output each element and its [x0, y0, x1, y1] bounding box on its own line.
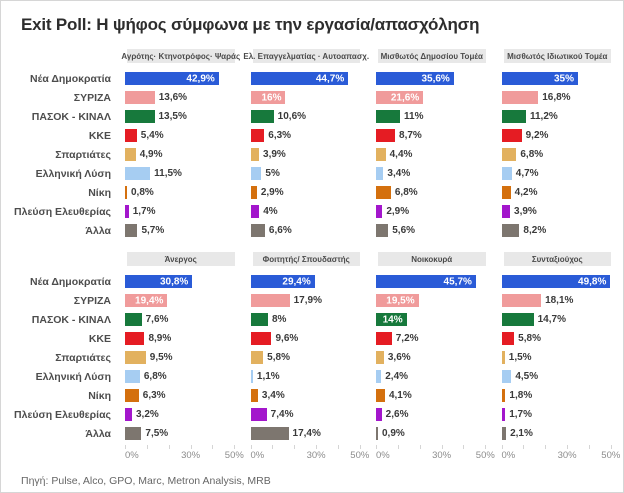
bar — [125, 224, 137, 237]
bar — [251, 148, 260, 161]
value-label: 9,5% — [149, 352, 173, 363]
axis-tick-label: 30% — [306, 450, 326, 461]
bar-row — [125, 291, 237, 310]
bar-row — [376, 126, 488, 145]
axis-tick-label: 50% — [475, 450, 495, 461]
bar-row — [251, 107, 363, 126]
panel-3 — [376, 49, 488, 240]
bar — [251, 186, 257, 199]
panel-title: Αγρότης· Κτηνοτρόφος· Ψαράς — [127, 49, 235, 63]
value-label: 2,9% — [386, 206, 410, 217]
value-label: 29,4% — [282, 276, 311, 287]
value-label: 35% — [554, 73, 575, 84]
bar — [251, 129, 265, 142]
bar-row — [376, 107, 488, 126]
bar-row — [502, 386, 614, 405]
bar — [376, 186, 391, 199]
bar — [376, 332, 392, 345]
axis-tick — [147, 445, 148, 449]
bar-row — [125, 69, 237, 88]
chart-row-bottom — [11, 252, 621, 465]
value-label: 13,5% — [158, 111, 187, 122]
bar-row — [376, 164, 488, 183]
bar-row — [376, 424, 488, 443]
bar-row — [251, 183, 363, 202]
chart-row-top — [11, 49, 613, 240]
value-label: 2,6% — [385, 409, 409, 420]
value-label: 4,2% — [514, 187, 538, 198]
bar-row — [376, 202, 488, 221]
page-title: Exit Poll: Η ψήφος σύμφωνα με την εργασία/απασχόληση — [21, 15, 480, 34]
bar-row — [125, 310, 237, 329]
axis-tick — [338, 445, 339, 449]
bar-row — [376, 367, 488, 386]
party-labels-column — [11, 49, 111, 240]
party-label: ΠΑΣΟΚ - ΚΙΝΑΛ — [31, 110, 111, 123]
panel-title: Άνεργος — [127, 252, 235, 266]
value-label: 18,1% — [545, 295, 574, 306]
bar — [376, 370, 381, 383]
bar-row — [502, 202, 614, 221]
bar — [251, 370, 253, 383]
bar-row — [376, 386, 488, 405]
party-label: ΚΚΕ — [88, 332, 111, 345]
bar — [502, 313, 534, 326]
party-label: Νίκη — [88, 186, 111, 199]
axis-tick-label: 30% — [432, 450, 452, 461]
bar-row — [502, 310, 614, 329]
value-label: 16% — [261, 92, 282, 103]
chart-grid — [11, 49, 621, 465]
value-label: 45,7% — [443, 276, 472, 287]
bar-row — [376, 310, 488, 329]
bar — [125, 313, 142, 326]
panel-title: Νοικοκυρά — [378, 252, 486, 266]
bar — [251, 294, 290, 307]
bar-row — [125, 202, 237, 221]
bar-row — [125, 272, 237, 291]
value-label: 17,4% — [292, 428, 321, 439]
value-label: 19,4% — [135, 295, 164, 306]
party-label: Άλλα — [85, 224, 111, 237]
value-label: 5% — [265, 168, 280, 179]
bar — [125, 186, 127, 199]
bar-row — [251, 272, 363, 291]
axis-tick — [212, 445, 213, 449]
panel-8 — [501, 252, 621, 465]
bar-row — [502, 88, 614, 107]
bar — [376, 129, 395, 142]
bar — [376, 351, 384, 364]
value-label: 14,7% — [537, 314, 566, 325]
axis-tick — [234, 445, 235, 449]
value-label: 4,9% — [139, 149, 163, 160]
value-label: 1,5% — [508, 352, 532, 363]
party-labels-column — [11, 252, 111, 465]
value-label: 3,4% — [387, 168, 411, 179]
bar-row — [125, 329, 237, 348]
bar — [251, 275, 315, 288]
axis-tick — [125, 445, 126, 449]
axis-tick — [376, 445, 377, 449]
bar-row — [502, 183, 614, 202]
bar — [502, 167, 512, 180]
value-label: 8,2% — [523, 225, 547, 236]
bar — [502, 186, 511, 199]
axis-tick — [420, 445, 421, 449]
bar-row — [251, 367, 363, 386]
axis-tick-label: 0% — [376, 450, 390, 461]
axis-tick-label: 50% — [350, 450, 370, 461]
value-label: 6,8% — [143, 371, 167, 382]
value-label: 30,8% — [159, 276, 189, 287]
bar — [251, 351, 264, 364]
bar — [502, 294, 542, 307]
bar-row — [251, 329, 363, 348]
panel-title: Συνταξιούχος — [504, 252, 612, 266]
axis-tick-label: 0% — [125, 450, 139, 461]
axis-tick — [398, 445, 399, 449]
bar — [502, 351, 505, 364]
bar-row — [376, 88, 488, 107]
bar — [251, 332, 272, 345]
bar — [251, 313, 268, 326]
axis-tick — [545, 445, 546, 449]
axis-tick — [442, 445, 443, 449]
value-label: 44,7% — [315, 73, 345, 84]
bar-row — [376, 405, 488, 424]
value-label: 5,8% — [518, 333, 541, 344]
bar-row — [125, 183, 237, 202]
value-label: 49,8% — [578, 276, 607, 287]
value-label: 11% — [404, 111, 424, 122]
party-label: ΣΥΡΙΖΑ — [73, 91, 111, 104]
party-label: Σπαρτιάτες — [55, 148, 111, 161]
value-label: 1,1% — [256, 371, 280, 382]
axis-tick — [294, 445, 295, 449]
bar-row — [125, 126, 237, 145]
bar-row — [125, 367, 237, 386]
bar-row — [251, 310, 363, 329]
bar — [502, 91, 539, 104]
value-label: 2,4% — [385, 371, 409, 382]
axis-tick-label: 30% — [181, 450, 201, 461]
value-label: 11,5% — [154, 168, 182, 179]
value-label: 7,6% — [145, 314, 169, 325]
value-label: 0,8% — [131, 187, 154, 198]
value-label: 8% — [271, 314, 287, 325]
bar — [125, 91, 155, 104]
bar — [376, 389, 385, 402]
axis-tick — [485, 445, 486, 449]
value-label: 4,4% — [389, 149, 413, 160]
value-label: 19,5% — [386, 295, 415, 306]
bar-row — [502, 69, 614, 88]
bar — [502, 427, 507, 440]
bar — [125, 167, 150, 180]
bar-row — [502, 424, 614, 443]
bar-row — [251, 221, 363, 240]
bar-row — [251, 386, 363, 405]
bar — [502, 224, 520, 237]
bar — [502, 72, 579, 85]
axis-tick — [463, 445, 464, 449]
value-label: 3,4% — [261, 390, 285, 401]
axis-tick — [523, 445, 524, 449]
axis-tick-label: 0% — [501, 450, 516, 461]
bar — [251, 167, 262, 180]
panel-4 — [502, 49, 614, 240]
bar — [125, 129, 137, 142]
bar-row — [251, 424, 363, 443]
bar — [251, 389, 258, 402]
bar — [376, 275, 476, 288]
bar — [376, 72, 454, 85]
party-label: Πλεύση Ελευθερίας — [14, 205, 111, 218]
bar-row — [376, 69, 488, 88]
bar-row — [125, 424, 237, 443]
bar — [251, 205, 260, 218]
value-label: 4,5% — [515, 371, 539, 382]
value-label: 1,8% — [509, 390, 533, 401]
bar — [125, 370, 140, 383]
bar-row — [125, 145, 237, 164]
axis-tick — [502, 445, 503, 449]
bar — [125, 351, 146, 364]
party-label: Ελληνική Λύση — [35, 370, 111, 383]
bar — [502, 129, 522, 142]
bar — [376, 224, 388, 237]
bar — [502, 275, 611, 288]
bar-row — [251, 202, 363, 221]
bar — [502, 408, 506, 421]
bar-row — [376, 272, 488, 291]
bar-row — [125, 348, 237, 367]
x-axis — [501, 445, 621, 465]
bar-row — [502, 221, 614, 240]
bar — [251, 72, 349, 85]
panel-title: Μισθωτός Ιδιωτικού Τομέα — [504, 49, 612, 63]
bar-row — [376, 145, 488, 164]
x-axis — [376, 445, 495, 465]
bar — [502, 389, 506, 402]
party-label: Νέα Δημοκρατία — [30, 72, 111, 85]
value-label: 14% — [382, 314, 403, 325]
panel-1 — [121, 49, 241, 240]
bar — [376, 91, 423, 104]
value-label: 35,6% — [421, 73, 450, 84]
bar-row — [376, 348, 488, 367]
value-label: 6,8% — [394, 187, 418, 198]
bar-row — [502, 291, 614, 310]
bar-row — [125, 88, 237, 107]
bar — [376, 167, 383, 180]
bar — [125, 332, 144, 345]
value-label: 6,8% — [520, 149, 544, 160]
panel-5 — [125, 252, 244, 465]
bar — [125, 275, 192, 288]
axis-tick — [316, 445, 317, 449]
axis-tick — [272, 445, 273, 449]
bar-row — [502, 272, 614, 291]
value-label: 7,4% — [270, 409, 294, 420]
value-label: 11,2% — [529, 111, 558, 122]
value-label: 6,3% — [268, 130, 292, 141]
bar-row — [376, 221, 488, 240]
bar — [376, 148, 386, 161]
bar-row — [502, 107, 614, 126]
bar — [125, 389, 139, 402]
bar-row — [251, 145, 363, 164]
panel-title: Φοιτητής/ Σπουδαστής — [253, 252, 361, 266]
panel-title: Μισθωτός Δημοσίου Τομέα — [378, 49, 486, 63]
bar-row — [251, 164, 363, 183]
bar — [376, 205, 382, 218]
value-label: 6,6% — [268, 225, 292, 236]
axis-tick — [567, 445, 568, 449]
value-label: 13,6% — [158, 92, 188, 103]
axis-tick-label: 50% — [224, 450, 244, 461]
party-label: Ελληνική Λύση — [35, 167, 111, 180]
bar — [251, 408, 267, 421]
bar — [251, 427, 289, 440]
bar — [251, 224, 265, 237]
panel-title: Ελ. Επαγγελματίας · Αυτοαπασχ. — [253, 49, 361, 63]
value-label: 3,6% — [387, 352, 411, 363]
value-label: 2,9% — [260, 187, 284, 198]
bar — [502, 205, 511, 218]
axis-tick-label: 30% — [557, 450, 577, 461]
bar-row — [376, 329, 488, 348]
value-label: 10,6% — [277, 111, 307, 122]
value-label: 1,7% — [509, 409, 532, 420]
bar — [376, 294, 419, 307]
bar-row — [125, 164, 237, 183]
bar-row — [251, 348, 363, 367]
panel-7 — [376, 252, 495, 465]
bar — [251, 110, 274, 123]
value-label: 5,4% — [140, 130, 164, 141]
bar — [376, 408, 382, 421]
value-label: 3,9% — [514, 206, 537, 217]
value-label: 4,1% — [388, 390, 412, 401]
axis-tick-label: 0% — [250, 450, 265, 461]
value-label: 4% — [263, 206, 278, 217]
value-label: 1,7% — [132, 206, 156, 217]
party-label: ΚΚΕ — [88, 129, 111, 142]
value-label: 5,8% — [267, 352, 290, 363]
axis-tick — [589, 445, 590, 449]
bar — [502, 332, 515, 345]
bar — [502, 370, 512, 383]
value-label: 16,8% — [542, 92, 571, 103]
value-label: 5,7% — [141, 225, 165, 236]
bar — [125, 408, 132, 421]
bar-row — [502, 164, 614, 183]
bar-row — [125, 221, 237, 240]
party-label: ΠΑΣΟΚ - ΚΙΝΑΛ — [31, 313, 111, 326]
panel-6 — [250, 252, 370, 465]
bar-row — [502, 329, 614, 348]
value-label: 7,2% — [395, 333, 419, 344]
bar — [125, 148, 136, 161]
bar-row — [502, 367, 614, 386]
party-label: Σπαρτιάτες — [55, 351, 111, 364]
bar — [376, 313, 407, 326]
value-label: 7,5% — [145, 428, 169, 439]
bar-row — [251, 126, 363, 145]
value-label: 42,9% — [186, 73, 215, 84]
panel-2 — [243, 49, 370, 240]
bar — [251, 91, 286, 104]
bar-row — [376, 291, 488, 310]
x-axis — [125, 445, 244, 465]
value-label: 9,2% — [525, 130, 549, 141]
value-label: 9,6% — [275, 333, 299, 344]
party-label: Πλεύση Ελευθερίας — [14, 408, 111, 421]
bar — [125, 294, 167, 307]
axis-tick — [611, 445, 612, 449]
value-label: 6,3% — [142, 390, 166, 401]
value-label: 21,6% — [390, 92, 420, 103]
party-label: ΣΥΡΙΖΑ — [73, 294, 111, 307]
value-label: 17,9% — [293, 295, 322, 306]
bar — [502, 110, 526, 123]
bar-row — [376, 183, 488, 202]
axis-tick — [360, 445, 361, 449]
value-label: 8,9% — [148, 333, 172, 344]
bar-row — [251, 291, 363, 310]
value-label: 4,7% — [515, 168, 539, 179]
axis-tick — [251, 445, 252, 449]
bar-row — [125, 405, 237, 424]
axis-tick — [191, 445, 192, 449]
value-label: 5,6% — [392, 225, 416, 236]
axis-tick — [169, 445, 170, 449]
source-note: Πηγή: Pulse, Alco, GPO, Marc, Metron Analysis, MRB — [21, 475, 271, 487]
bar — [502, 148, 517, 161]
bar — [376, 427, 378, 440]
value-label: 0,9% — [382, 428, 405, 439]
bar-row — [251, 88, 363, 107]
party-label: Άλλα — [85, 427, 111, 440]
bar-row — [125, 386, 237, 405]
bar-row — [502, 145, 614, 164]
bar — [125, 427, 141, 440]
bar-row — [502, 405, 614, 424]
bar — [376, 110, 400, 123]
x-axis — [250, 445, 370, 465]
bar-row — [502, 348, 614, 367]
axis-tick-label: 50% — [601, 450, 621, 461]
value-label: 2,1% — [510, 428, 533, 439]
value-label: 8,7% — [399, 130, 422, 141]
value-label: 3,2% — [135, 409, 159, 420]
bar-row — [502, 126, 614, 145]
bar-row — [125, 107, 237, 126]
party-label: Νίκη — [88, 389, 111, 402]
bar-row — [251, 69, 363, 88]
party-label: Νέα Δημοκρατία — [30, 275, 111, 288]
bar — [125, 205, 129, 218]
bar — [125, 110, 155, 123]
bar-row — [251, 405, 363, 424]
bar — [125, 72, 219, 85]
value-label: 3,9% — [263, 149, 286, 160]
